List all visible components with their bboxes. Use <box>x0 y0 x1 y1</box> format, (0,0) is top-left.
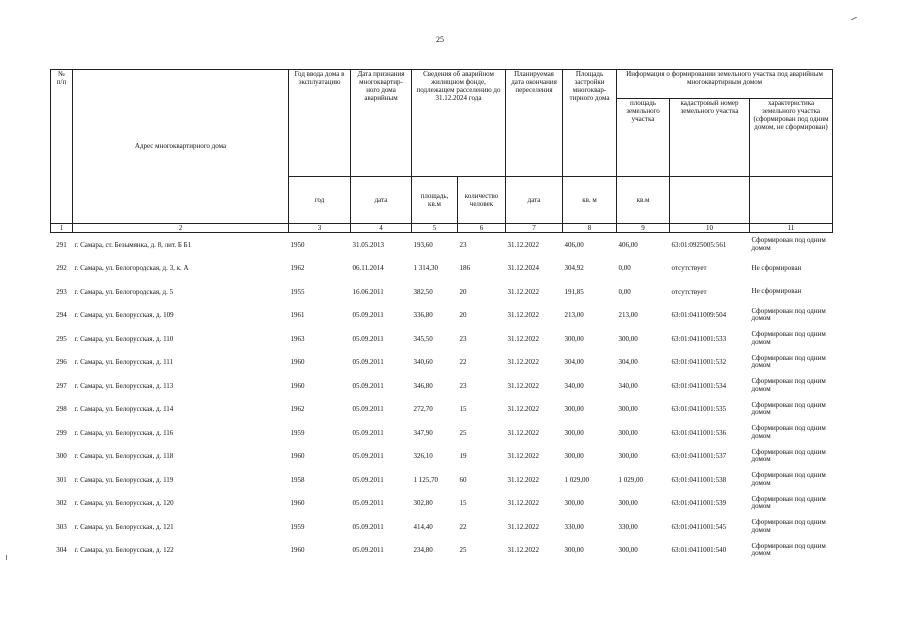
row-end-date: 31.12.2022 <box>507 452 540 461</box>
row-address: г. Самара, ул. Белорусская, д. 121 <box>74 522 174 531</box>
row-area: 347,90 <box>413 428 433 437</box>
row-build-area: 300,00 <box>564 452 584 461</box>
table-row <box>51 257 833 281</box>
row-number: 303 <box>56 522 67 531</box>
row-year: 1960 <box>290 358 305 367</box>
row-end-date: 31.12.2022 <box>507 240 540 249</box>
row-number: 295 <box>56 334 67 343</box>
row-build-area: 340,00 <box>564 381 584 390</box>
row-cadastral: 63:01:0411001:539 <box>671 499 727 508</box>
row-people: 23 <box>459 240 467 249</box>
row-number: 291 <box>56 240 67 249</box>
table-row <box>51 398 833 422</box>
row-cadastral: отсутствует <box>671 287 707 296</box>
col-land-status-header: характеристика земельного участка (сформирован под одним домом, не сформирован) <box>750 99 833 177</box>
row-recognition-date: 05.09.2011 <box>352 522 384 531</box>
row-recognition-date: 05.09.2011 <box>352 499 384 508</box>
row-area: 382,50 <box>413 287 433 296</box>
row-address: г. Самара, ул. Белорусская, д. 113 <box>74 381 174 390</box>
row-year: 1955 <box>290 287 305 296</box>
row-end-date: 31.12.2022 <box>507 405 540 414</box>
col-land-area-header: площадь земельного участка <box>617 99 670 177</box>
unit-status <box>750 177 833 224</box>
table-row <box>51 515 833 539</box>
table-row <box>51 351 833 375</box>
col-index: 6 <box>458 224 506 233</box>
row-build-area: 304,92 <box>564 264 584 273</box>
row-build-area: 300,00 <box>564 499 584 508</box>
row-address: г. Самара, ул. Белорусская, д. 111 <box>74 358 174 367</box>
row-recognition-date: 05.09.2011 <box>352 546 384 555</box>
row-people: 23 <box>459 334 467 343</box>
col-index: 9 <box>617 224 670 233</box>
row-year: 1958 <box>290 475 305 484</box>
row-land-status: Сформирован под одним домом <box>751 400 826 417</box>
col-index: 4 <box>351 224 412 233</box>
row-address: г. Самара, ул. Белорусская, д. 120 <box>74 499 174 508</box>
row-land-status: Сформирован под одним домом <box>751 447 826 464</box>
unit-area: площадь, кв.м <box>412 177 458 224</box>
row-people: 15 <box>459 499 467 508</box>
row-end-date: 31.12.2022 <box>507 381 540 390</box>
page-number: 25 <box>436 35 444 44</box>
row-area: 272,70 <box>413 405 433 414</box>
row-address: г. Самара, ул. Белорусская, д. 114 <box>74 405 174 414</box>
row-build-area: 330,00 <box>564 522 584 531</box>
row-land-status: Не сформирован <box>751 263 802 272</box>
col-land-info-header: Информация о формировании земельного участка под аварийным многоквартирным домом <box>617 70 833 99</box>
row-address: г. Самара, ст. Безымянка, д. 8, лит. Б Б1 <box>74 240 192 249</box>
row-build-area: 191,85 <box>564 287 584 296</box>
row-year: 1961 <box>290 311 305 320</box>
row-land-area: 300,00 <box>618 334 638 343</box>
row-end-date: 31.12.2022 <box>507 522 540 531</box>
row-number: 301 <box>56 475 67 484</box>
row-cadastral: 63:01:0411001:534 <box>671 381 727 390</box>
row-address: г. Самара, ул. Белорусская, д. 116 <box>74 428 174 437</box>
row-cadastral: 63:01:0411009:504 <box>671 311 727 320</box>
row-cadastral: отсутствует <box>671 264 707 273</box>
row-people: 186 <box>459 264 470 273</box>
table-row <box>51 492 833 516</box>
row-year: 1960 <box>290 381 305 390</box>
unit-year: год <box>289 177 351 224</box>
margin-mark <box>6 555 7 560</box>
row-year: 1960 <box>290 452 305 461</box>
row-build-area: 304,00 <box>564 358 584 367</box>
table-row <box>51 539 833 563</box>
row-cadastral: 63:01:0411001:540 <box>671 546 727 555</box>
row-land-area: 300,00 <box>618 546 638 555</box>
row-cadastral: 63:01:0411001:533 <box>671 334 727 343</box>
row-number: 297 <box>56 381 67 390</box>
row-build-area: 1 029,00 <box>564 475 590 484</box>
unit-date: дата <box>351 177 412 224</box>
row-recognition-date: 05.09.2011 <box>352 334 384 343</box>
table-row <box>51 421 833 445</box>
row-cadastral: 63:01:0411001:535 <box>671 405 727 414</box>
row-land-status: Сформирован под одним домом <box>751 471 826 487</box>
row-end-date: 31.12.2022 <box>507 546 540 555</box>
row-recognition-date: 05.09.2011 <box>352 381 384 390</box>
row-number: 299 <box>56 428 67 437</box>
row-cadastral: 63:01:0925005:561 <box>671 240 727 249</box>
row-area: 340,60 <box>413 358 433 367</box>
row-area: 345,50 <box>413 334 433 343</box>
row-area: 1 314,30 <box>413 264 438 273</box>
row-land-status: Сформирован под одним домом <box>751 330 826 346</box>
row-area: 234,80 <box>413 546 433 555</box>
row-land-area: 300,00 <box>618 405 638 414</box>
row-people: 15 <box>459 405 467 414</box>
col-index: 10 <box>670 224 750 233</box>
unit-build-area: кв. м <box>563 177 617 224</box>
unit-cadastral <box>670 177 750 224</box>
emergency-housing-table <box>50 69 833 562</box>
row-year: 1959 <box>290 428 305 437</box>
row-number: 304 <box>56 546 67 555</box>
row-cadastral: 63:01:0411001:537 <box>671 452 727 461</box>
row-address: г. Самара, ул. Белорусская, д. 118 <box>74 452 174 461</box>
row-land-status: Сформирован под одним домом <box>751 306 826 323</box>
table-row <box>51 445 833 469</box>
table-row <box>51 327 833 351</box>
row-recognition-date: 05.09.2011 <box>352 358 384 367</box>
row-people: 25 <box>459 546 467 555</box>
row-recognition-date: 31.05.2013 <box>352 240 384 249</box>
row-year: 1962 <box>290 264 305 273</box>
row-land-area: 300,00 <box>618 452 638 461</box>
row-number: 292 <box>56 264 67 273</box>
row-build-area: 300,00 <box>564 428 584 437</box>
row-year: 1960 <box>290 546 305 555</box>
col-end-date-header: Планируемая дата окончания переселения <box>506 70 563 177</box>
row-land-status: Сформирован под одним домом <box>751 541 826 558</box>
row-build-area: 300,00 <box>564 405 584 414</box>
col-index: 7 <box>506 224 563 233</box>
row-land-area: 0,00 <box>618 264 631 273</box>
col-emergency-fund-header: Сведения об аварийном жилищном фонде, подлежащем расселению до 31.12.2024 года <box>412 70 506 177</box>
unit-land-area: кв.м <box>617 177 670 224</box>
row-people: 60 <box>459 475 467 484</box>
row-area: 302,80 <box>413 499 433 508</box>
row-build-area: 300,00 <box>564 334 584 343</box>
row-land-status: Сформирован под одним домом <box>751 236 826 252</box>
row-end-date: 31.12.2022 <box>507 311 540 320</box>
row-end-date: 31.12.2022 <box>507 287 540 296</box>
col-index: 1 <box>51 224 73 233</box>
col-build-area-header: Площадь застройки многоквар-тирного дома <box>563 70 617 177</box>
row-land-area: 330,00 <box>618 522 638 531</box>
row-area: 414,40 <box>413 522 433 531</box>
unit-end-date: дата <box>506 177 563 224</box>
row-people: 25 <box>459 428 467 437</box>
row-build-area: 406,00 <box>564 240 584 249</box>
row-recognition-date: 16.06.2011 <box>352 287 384 296</box>
col-index: 3 <box>289 224 351 233</box>
col-index: 8 <box>563 224 617 233</box>
row-end-date: 31.12.2022 <box>507 475 540 484</box>
row-area: 336,80 <box>413 311 433 320</box>
scan-mark <box>851 17 857 20</box>
row-land-status: Не сформирован <box>751 287 802 296</box>
row-people: 23 <box>459 381 467 390</box>
row-land-status: Сформирован под одним домом <box>751 424 826 440</box>
row-end-date: 31.12.2022 <box>507 358 540 367</box>
table-row <box>51 280 833 304</box>
row-land-area: 213,00 <box>618 311 638 320</box>
row-area: 193,60 <box>413 240 433 249</box>
table-row <box>51 304 833 328</box>
row-land-status: Сформирован под одним домом <box>751 377 826 393</box>
col-index: 11 <box>750 224 833 233</box>
row-address: г. Самара, ул. Белорусская, д. 119 <box>74 475 174 484</box>
row-land-area: 300,00 <box>618 499 638 508</box>
row-land-area: 340,00 <box>618 381 638 390</box>
row-recognition-date: 05.09.2011 <box>352 475 384 484</box>
row-people: 20 <box>459 287 467 296</box>
row-recognition-date: 05.09.2011 <box>352 311 384 320</box>
row-land-status: Сформирован под одним домом <box>751 353 826 370</box>
table-row <box>51 374 833 398</box>
row-number: 302 <box>56 499 67 508</box>
row-year: 1950 <box>290 240 305 249</box>
row-land-area: 300,00 <box>618 428 638 437</box>
row-number: 300 <box>56 452 67 461</box>
row-year: 1960 <box>290 499 305 508</box>
row-number: 298 <box>56 405 67 414</box>
row-people: 22 <box>459 358 467 367</box>
row-cadastral: 63:01:0411001:545 <box>671 522 727 531</box>
row-area: 326,10 <box>413 452 433 461</box>
row-area: 1 125,70 <box>413 475 438 484</box>
row-cadastral: 63:01:0411001:532 <box>671 358 727 367</box>
row-year: 1962 <box>290 405 305 414</box>
row-land-area: 0,00 <box>618 287 631 296</box>
row-recognition-date: 05.09.2011 <box>352 452 384 461</box>
row-recognition-date: 05.09.2011 <box>352 405 384 414</box>
row-people: 20 <box>459 311 467 320</box>
row-address: г. Самара, ул. Белорусская, д. 110 <box>74 334 174 343</box>
row-end-date: 31.12.2022 <box>507 499 540 508</box>
row-number: 296 <box>56 358 67 367</box>
col-index: 5 <box>412 224 458 233</box>
unit-people: количество человек <box>458 177 506 224</box>
row-land-area: 406,00 <box>618 240 638 249</box>
row-build-area: 300,00 <box>564 546 584 555</box>
row-number: 293 <box>56 287 67 296</box>
row-land-status: Сформирован под одним домом <box>751 494 826 511</box>
row-end-date: 31.12.2024 <box>507 264 540 273</box>
col-index: 2 <box>73 224 289 233</box>
row-number: 294 <box>56 311 67 320</box>
row-address: г. Самара, ул. Белорусская, д. 122 <box>74 546 174 555</box>
row-people: 22 <box>459 522 467 531</box>
table-row <box>51 233 833 257</box>
row-land-area: 1 029,00 <box>618 475 644 484</box>
row-address: г. Самара, ул. Белогородская, д. 3, к. А <box>74 264 189 273</box>
row-recognition-date: 06.11.2014 <box>352 264 384 273</box>
row-land-status: Сформирован под одним домом <box>751 518 826 534</box>
row-end-date: 31.12.2022 <box>507 334 540 343</box>
col-date-header: Дата признания многоквартир-ного дома аварийным <box>351 70 412 177</box>
row-year: 1963 <box>290 334 305 343</box>
row-cadastral: 63:01:0411001:536 <box>671 428 727 437</box>
row-end-date: 31.12.2022 <box>507 428 540 437</box>
col-num-header: № п/п <box>51 70 73 224</box>
col-address-header: Адрес многоквартирного дома <box>73 70 289 224</box>
col-cadastral-header: кадастровый номер земельного участка <box>670 99 750 177</box>
row-land-area: 304,00 <box>618 358 638 367</box>
row-build-area: 213,00 <box>564 311 584 320</box>
row-address: г. Самара, ул. Белогородская, д. 5 <box>74 287 174 296</box>
row-year: 1959 <box>290 522 305 531</box>
row-people: 19 <box>459 452 467 461</box>
col-year-header: Год ввода дома в эксплуатацию <box>289 70 351 177</box>
row-address: г. Самара, ул. Белорусская, д. 109 <box>74 311 174 320</box>
table-row <box>51 468 833 492</box>
row-recognition-date: 05.09.2011 <box>352 428 384 437</box>
row-area: 346,80 <box>413 381 433 390</box>
row-cadastral: 63:01:0411001:538 <box>671 475 727 484</box>
